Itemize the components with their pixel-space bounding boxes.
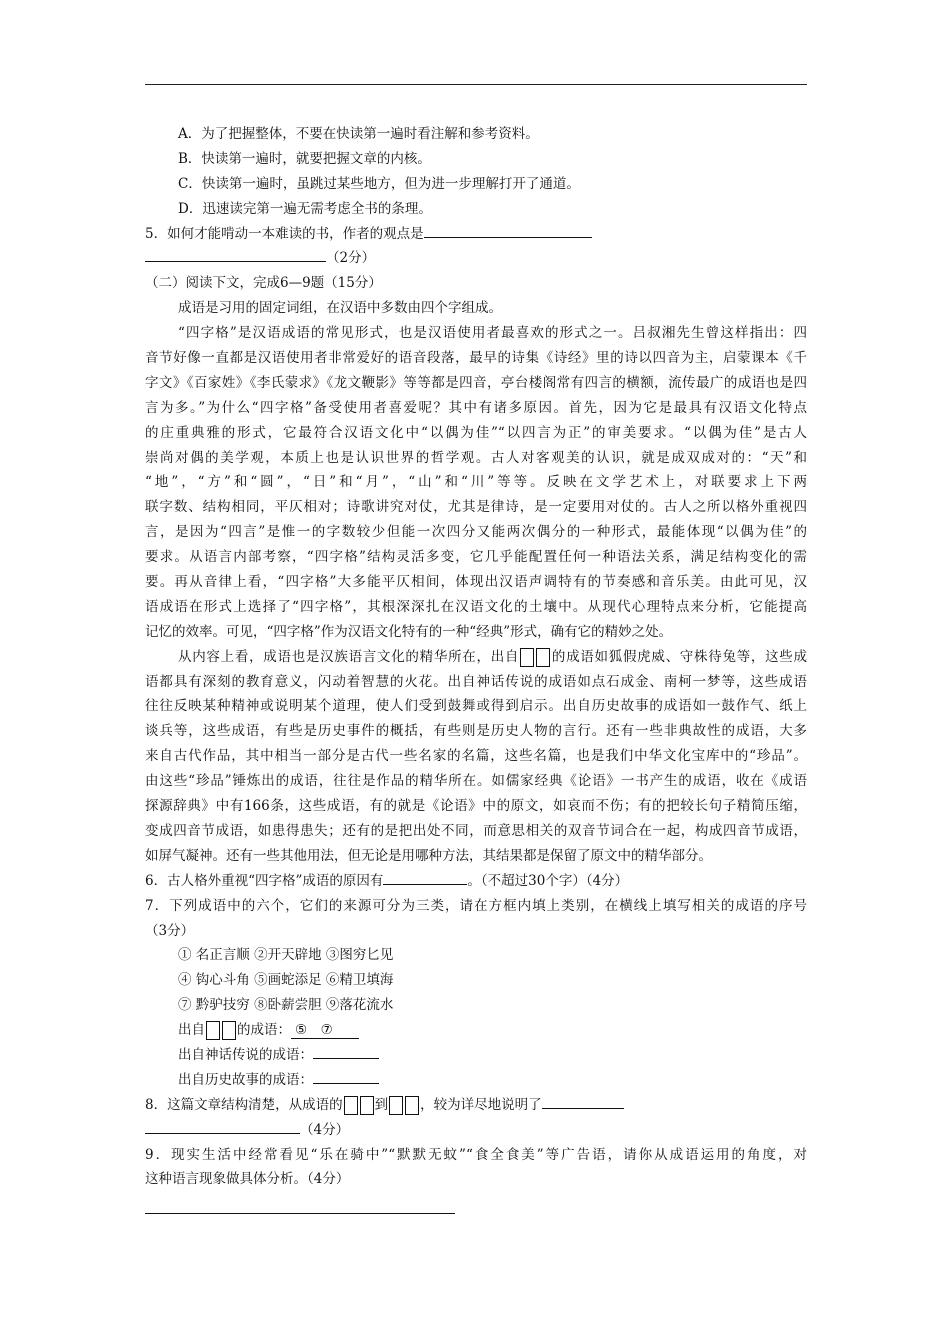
answer-box[interactable] [360, 1096, 374, 1115]
answer-blank-7c[interactable] [313, 1068, 379, 1084]
article-line: “四字格”是汉语成语的常见形式，也是汉语使用者最喜欢的形式之一。吕叔湘先生曾这样指出：四 [178, 325, 807, 342]
article-line: 的庄重典雅的形式，它最符合汉语文化中“以偶为佳”“以四言为正”的审美要求。“以偶为佳”是古人 [145, 424, 807, 441]
question-7-score: （3分） [145, 922, 195, 939]
article-line: 要求。从语言内部考察，“四字格”结构灵活多变，它几乎能配置任何一种语法关系，满足结构变化的需 [145, 549, 807, 566]
question-8-text: 8．这篇文章结构清楚，从成语的 [145, 1096, 343, 1113]
question-6-suffix: 。（不超过30个字）（4分） [467, 872, 629, 889]
question-8-score: （4分） [300, 1121, 350, 1138]
article-line: 语都具有深刻的教育意义，闪动着智慧的火花。出自神话传说的成语如点石成金、南柯一梦等，这些成语 [145, 673, 807, 690]
question-5-text: 5．如何才能啃动一本难读的书，作者的观点是 [145, 225, 424, 242]
answer-blank-5a[interactable] [424, 222, 592, 238]
category-row-3 [145, 1068, 807, 1093]
question-8-text: 到 [374, 1096, 389, 1113]
answer-box[interactable] [389, 1096, 403, 1115]
question-5 [145, 222, 807, 247]
article-line [145, 645, 807, 670]
article-line: 言，是因为“四言”是惟一的字数较少但能一次四分又能两次偶分的一种形式，最能体现“以偶为佳”的 [145, 524, 807, 541]
article-line: 音节好像一直都是汉语使用者非常爱好的语音段落，最早的诗集《诗经》里的诗以四音为主，启蒙课本《千 [145, 350, 807, 367]
article-line: 由这些“珍品”锤炼出的成语，往往是作品的精华所在。如儒家经典《论语》一书产生的成语，收在《成语 [145, 773, 807, 790]
answer-blank-5b[interactable] [145, 246, 326, 262]
question-6-text: 6．古人格外重视“四字格”成语的原因有 [145, 872, 384, 889]
answer-box[interactable] [344, 1096, 358, 1115]
option-b: B．快读第一遍时，就要把握文章的内核。 [178, 150, 431, 167]
article-line: 谈兵等，这些成语，有些是历史事件的概括，有些则是历史人物的言行。还有一些非典故性的成语，大多 [145, 723, 807, 740]
article-line: “地”，“方”和“圆”，“日”和“月”，“山”和“川”等等。反映在文学艺术上，对联要求上下两 [145, 474, 807, 491]
idiom-list-row: ⑦ 黔驴技穷 ⑧卧薪尝胆 ⑨落花流水 [178, 997, 394, 1014]
question-8 [145, 1093, 807, 1118]
question-5-cont [145, 246, 807, 271]
header-rule [145, 84, 807, 85]
answer-box[interactable] [536, 648, 550, 667]
question-7: 7．下列成语中的六个，它们的来源可分为三类，请在方框内填上类别，在横线上填写相关的成语的序号 [145, 897, 807, 914]
article-line: 语成语在形式上选择了“四字格”，其根深深扎在汉语文化的土壤中。从现代心理特点来分析，它能提高 [145, 598, 807, 615]
article-line: 崇尚对偶的美学观，本质上也是认识世界的哲学观。古人对客观美的认识，就是成双成对的：“天”和 [145, 449, 807, 466]
category-label: 出自历史故事的成语： [178, 1071, 313, 1088]
article-line: 来自古代作品，其中相当一部分是古代一些名家的名篇，这些名篇，也是我们中华文化宝库中的“珍品”。 [145, 748, 807, 765]
idiom-list-row: ① 名正言顺 ②开天辟地 ③图穷匕见 [178, 947, 394, 964]
article-line: 变成四音节成语，如患得患失；还有的是把出处不同，而意思相关的双音节词合在一起，构成四音节成语， [145, 822, 807, 839]
question-5-score: （2分） [326, 250, 376, 267]
article-line: 往往反映某种精神或说明某个道理，使人们受到鼓舞或得到启示。出自历史故事的成语如一鼓作气、纸上 [145, 698, 807, 715]
answer-blank-7b[interactable] [313, 1043, 379, 1059]
exam-page [145, 122, 807, 1192]
option-d: D．迅速读完第一遍无需考虑全书的条理。 [178, 200, 432, 217]
category-label: 出自神话传说的成语： [178, 1046, 313, 1063]
answer-box[interactable] [520, 648, 534, 667]
answer-line-9[interactable] [145, 1213, 455, 1214]
answer-blank-8b[interactable] [145, 1118, 300, 1134]
filled-answer[interactable]: ⑤ ⑦ [291, 1022, 359, 1039]
category-row-1 [145, 1018, 807, 1043]
question-8-text: ，较为详尽地说明了 [420, 1096, 542, 1113]
question-9-cont: 这种语言现象做具体分析。（4分） [145, 1171, 350, 1188]
article-line: 言为多。”为什么“四字格”备受使用者喜爱呢？其中有诸多原因。首先，因为它是最具有汉语文化特点 [145, 399, 807, 416]
article-line: 字文》《百家姓》《李氏蒙求》《龙文鞭影》等等都是四音，亭台楼阁常有四言的横额，流传最广的成语也是四 [145, 374, 807, 391]
article-line: 探源辞典》中有166条，这些成语，有的就是《论语》中的原文，如哀而不伤；有的把较长句子精简压缩， [145, 798, 807, 815]
section-2-heading: （二）阅读下文，完成6—9题（15分） [145, 275, 382, 292]
answer-blank-8a[interactable] [542, 1093, 624, 1109]
option-a: A．为了把握整体，不要在快读第一遍时看注解和参考资料。 [178, 126, 539, 142]
answer-box[interactable] [206, 1021, 220, 1040]
answer-blank-6[interactable] [383, 869, 467, 885]
article-line: 联字数、结构相同，平仄相对；诗歌讲究对仗，尤其是律诗，是一定要用对仗的。古人之所以格外重视四 [145, 499, 807, 516]
question-6 [145, 869, 807, 894]
article-line: 要。再从音律上看，“四字格”大多能平仄相间，体现出汉语声调特有的节奏感和音乐美。由此可见，汉 [145, 574, 807, 591]
article-line: 记忆的效率。可见，“四字格”作为汉语文化特有的一种“经典”形式，确有它的精妙之处。 [145, 623, 673, 640]
option-c: C．快读第一遍时，虽跳过某些地方，但为进一步理解打开了通道。 [178, 175, 580, 192]
category-label: 出自 [178, 1022, 205, 1039]
article-text: 从内容上看，成语也是汉族语言文化的精华所在，出自 [178, 648, 520, 665]
article-text: 的成语如狐假虎威、守株待兔等，这些成 [551, 648, 808, 665]
idiom-list-row: ④ 钩心斗角 ⑤画蛇添足 ⑥精卫填海 [178, 972, 394, 989]
question-8-cont [145, 1118, 807, 1143]
question-9: 9．现实生活中经常看见“乐在骑中”“默默无蚊”“食全食美”等广告语，请你从成语运用的角度，对 [145, 1146, 807, 1163]
article-line: 成语是习用的固定词组，在汉语中多数由四个字组成。 [178, 300, 502, 317]
article-line: 如屏气凝神。还有一些其他用法，但无论是用哪种方法，其结果都是保留了原文中的精华部分。 [145, 847, 712, 864]
category-row-2 [145, 1043, 807, 1068]
answer-box[interactable] [405, 1096, 419, 1115]
category-label: 的成语： [237, 1022, 291, 1039]
answer-box[interactable] [222, 1021, 236, 1040]
